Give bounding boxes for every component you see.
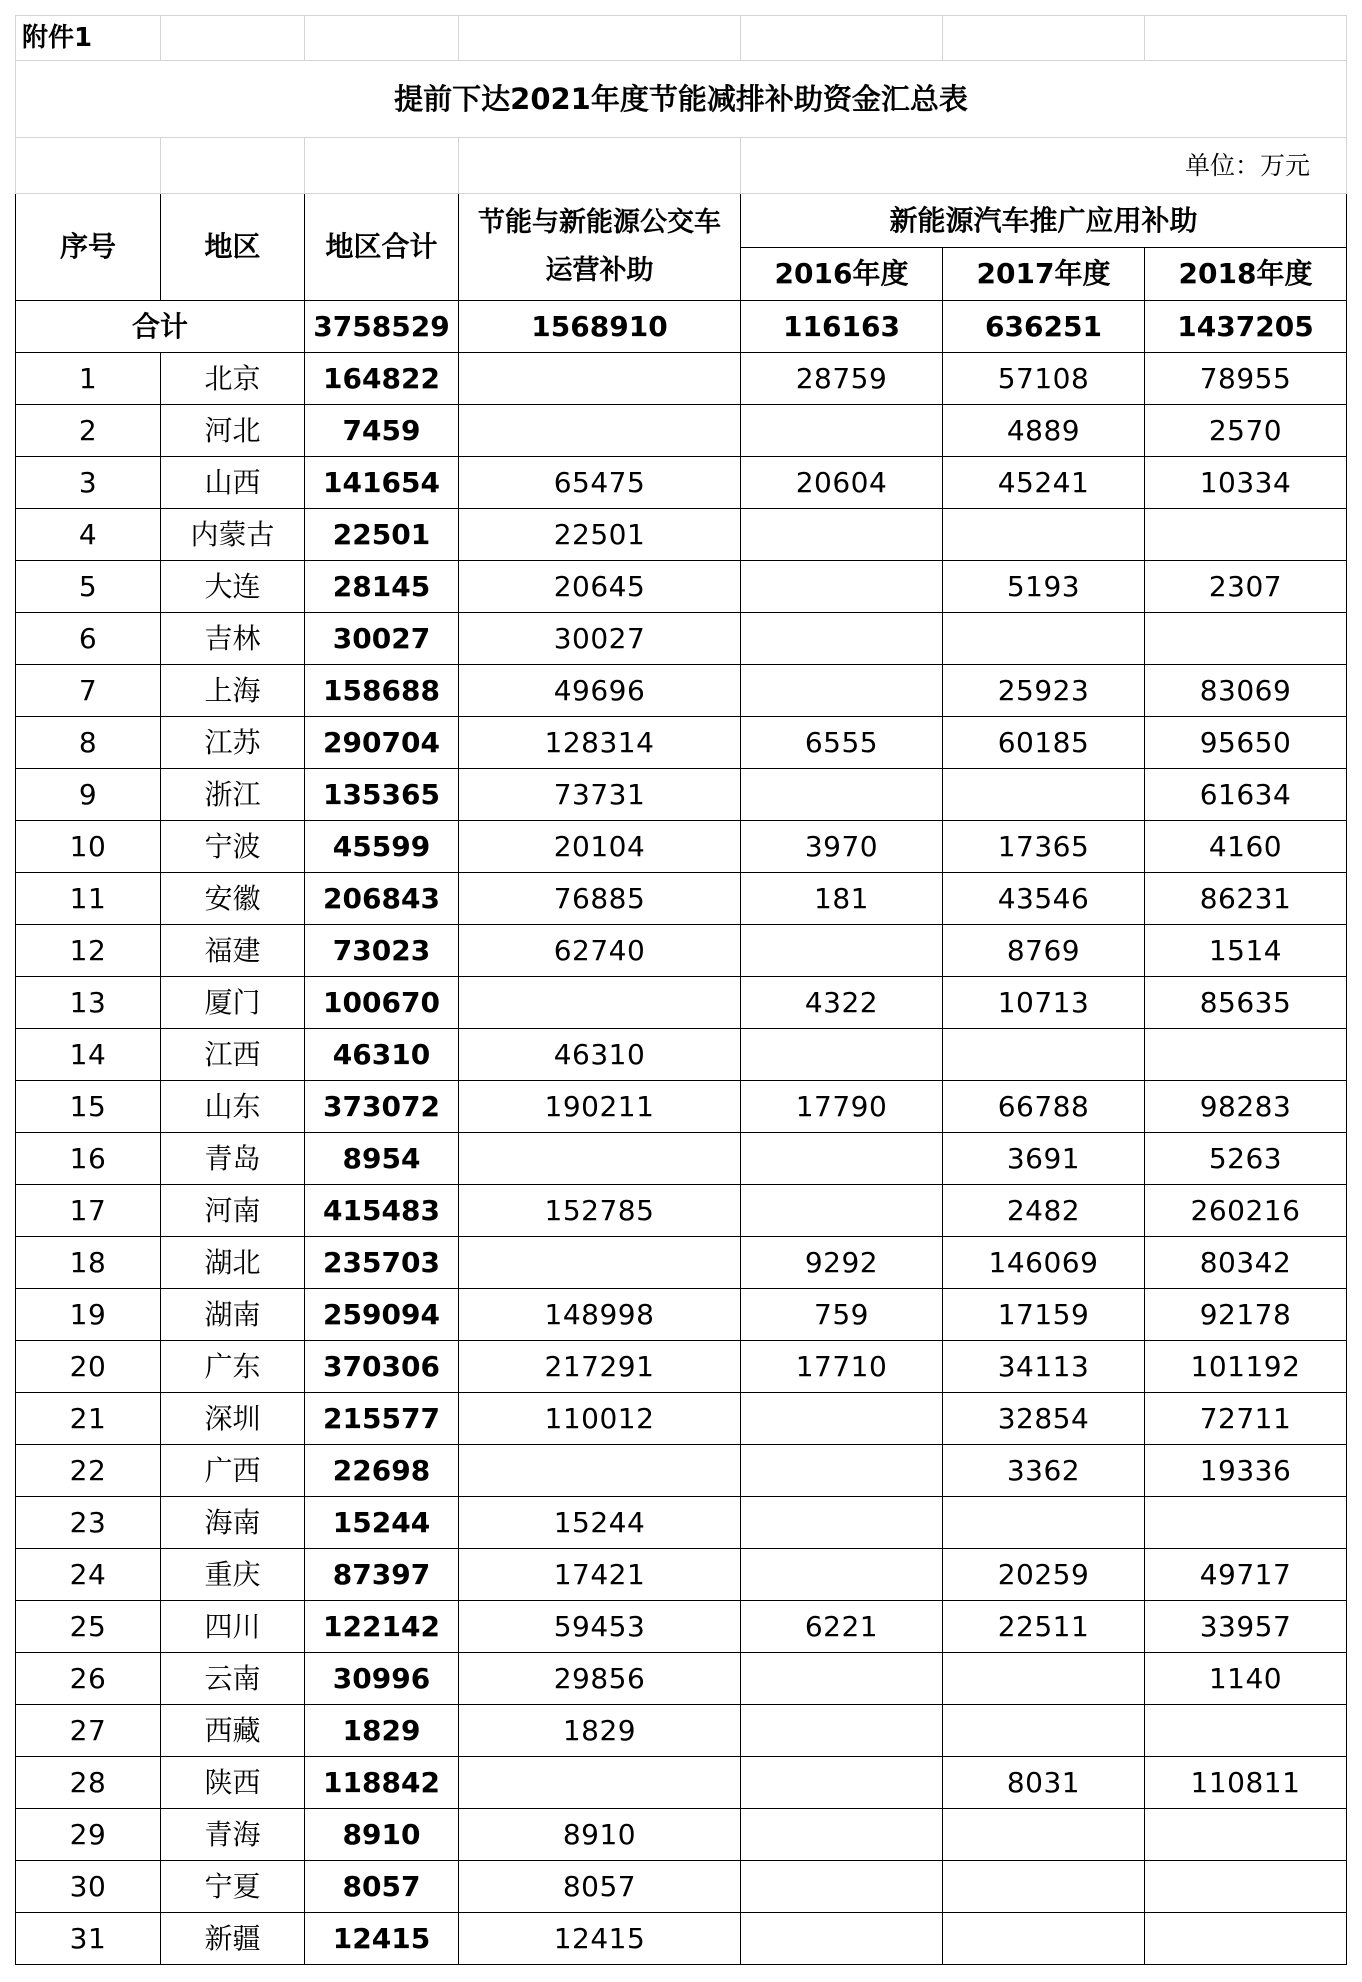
cell-region-total[interactable]: 87397 [305, 1549, 459, 1601]
unit-row [16, 138, 1347, 194]
cell-bus[interactable]: 12415 [459, 1913, 741, 1965]
cell-2017[interactable]: 8769 [943, 925, 1145, 977]
table-row [16, 665, 1347, 717]
cell-bus[interactable]: 8910 [459, 1809, 741, 1861]
table-row [16, 1237, 1347, 1289]
cell-region-total[interactable]: 135365 [305, 769, 459, 821]
cell-2018[interactable] [1145, 1705, 1347, 1757]
header-2016[interactable]: 2016年度 [741, 248, 943, 301]
title-row [16, 61, 1347, 138]
cell-2016[interactable]: 181 [741, 873, 943, 925]
cell-2016[interactable] [741, 1029, 943, 1081]
cell-2018[interactable]: 80342 [1145, 1237, 1347, 1289]
spreadsheet [15, 15, 1347, 1965]
cell-region[interactable]: 广西 [161, 1445, 305, 1497]
cell-bus[interactable] [459, 1133, 741, 1185]
cell-region-total[interactable]: 22698 [305, 1445, 459, 1497]
cell-region-total[interactable]: 235703 [305, 1237, 459, 1289]
cell-2017[interactable] [943, 769, 1145, 821]
cell-2017[interactable]: 8031 [943, 1757, 1145, 1809]
cell-bus[interactable]: 49696 [459, 665, 741, 717]
cell-2018[interactable] [1145, 1913, 1347, 1965]
table-row [16, 1445, 1347, 1497]
cell-2016[interactable] [741, 1185, 943, 1237]
cell-2016[interactable] [741, 561, 943, 613]
cell-region[interactable]: 重庆 [161, 1549, 305, 1601]
cell-bus[interactable] [459, 353, 741, 405]
cell-region-total[interactable]: 30027 [305, 613, 459, 665]
cell-2018[interactable]: 85635 [1145, 977, 1347, 1029]
cell-region[interactable]: 宁波 [161, 821, 305, 873]
table-row [16, 353, 1347, 405]
table-row [16, 457, 1347, 509]
header-bus-line2: 运营补助 [545, 255, 654, 286]
cell-2017[interactable] [943, 1861, 1145, 1913]
cell-region[interactable]: 海南 [161, 1497, 305, 1549]
cell-region-total[interactable]: 415483 [305, 1185, 459, 1237]
table-row [16, 977, 1347, 1029]
cell-region[interactable]: 浙江 [161, 769, 305, 821]
table-row [16, 509, 1347, 561]
cell-2016[interactable] [741, 1757, 943, 1809]
cell-2018[interactable] [1145, 1861, 1347, 1913]
cell-2016[interactable] [741, 1549, 943, 1601]
cell-bus[interactable]: 17421 [459, 1549, 741, 1601]
cell-region[interactable]: 河北 [161, 405, 305, 457]
cell-2016[interactable] [741, 1445, 943, 1497]
header-region-total[interactable]: 地区合计 [305, 194, 459, 301]
total-2016[interactable]: 116163 [741, 301, 943, 353]
cell-2017[interactable]: 20259 [943, 1549, 1145, 1601]
cell-seq[interactable]: 28 [16, 1757, 161, 1809]
cell-seq[interactable]: 20 [16, 1341, 161, 1393]
cell-2017[interactable]: 43546 [943, 873, 1145, 925]
cell-bus[interactable]: 217291 [459, 1341, 741, 1393]
cell-region[interactable]: 江苏 [161, 717, 305, 769]
cell-2018[interactable] [1145, 1029, 1347, 1081]
unit-label[interactable]: 单位：万元 [741, 138, 1347, 194]
cell-region-total[interactable]: 15244 [305, 1497, 459, 1549]
cell-2016[interactable] [741, 1705, 943, 1757]
cell-region-total[interactable]: 122142 [305, 1601, 459, 1653]
cell-2018[interactable]: 86231 [1145, 873, 1347, 925]
cell-2017[interactable]: 3691 [943, 1133, 1145, 1185]
cell-seq[interactable]: 15 [16, 1081, 161, 1133]
cell-2016[interactable] [741, 1861, 943, 1913]
cell-region-total[interactable]: 370306 [305, 1341, 459, 1393]
cell-2016[interactable] [741, 613, 943, 665]
cell-seq[interactable]: 12 [16, 925, 161, 977]
cell-2016[interactable]: 6221 [741, 1601, 943, 1653]
cell-2017[interactable] [943, 1029, 1145, 1081]
cell-region[interactable]: 吉林 [161, 613, 305, 665]
cell-2018[interactable] [1145, 1497, 1347, 1549]
cell-seq[interactable]: 25 [16, 1601, 161, 1653]
table-row [16, 561, 1347, 613]
cell-2017[interactable] [943, 613, 1145, 665]
header-row-1 [16, 194, 1347, 248]
cell-bus[interactable]: 46310 [459, 1029, 741, 1081]
cell-bus[interactable]: 128314 [459, 717, 741, 769]
cell-region[interactable]: 大连 [161, 561, 305, 613]
cell-2018[interactable]: 5263 [1145, 1133, 1347, 1185]
cell-2016[interactable] [741, 509, 943, 561]
cell-seq[interactable]: 4 [16, 509, 161, 561]
subsidy-summary-table [15, 15, 1347, 1965]
header-nev-group[interactable]: 新能源汽车推广应用补助 [741, 194, 1347, 248]
table-row [16, 1757, 1347, 1809]
table-row [16, 613, 1347, 665]
cell-seq[interactable]: 14 [16, 1029, 161, 1081]
cell-bus[interactable]: 62740 [459, 925, 741, 977]
cell-2017[interactable]: 34113 [943, 1341, 1145, 1393]
cell-region[interactable]: 青岛 [161, 1133, 305, 1185]
cell-2016[interactable] [741, 1653, 943, 1705]
cell-2016[interactable]: 17790 [741, 1081, 943, 1133]
attachment-label[interactable]: 附件1 [16, 16, 161, 61]
cell-seq[interactable]: 31 [16, 1913, 161, 1965]
cell-region-total[interactable]: 215577 [305, 1393, 459, 1445]
cell-region[interactable]: 山西 [161, 457, 305, 509]
cell-region-total[interactable]: 8057 [305, 1861, 459, 1913]
cell-2017[interactable]: 3362 [943, 1445, 1145, 1497]
cell-2017[interactable]: 5193 [943, 561, 1145, 613]
cell-region[interactable]: 深圳 [161, 1393, 305, 1445]
cell-region-total[interactable]: 141654 [305, 457, 459, 509]
cell-2016[interactable] [741, 925, 943, 977]
header-2018[interactable]: 2018年度 [1145, 248, 1347, 301]
cell-2017[interactable] [943, 1809, 1145, 1861]
cell-2016[interactable] [741, 1393, 943, 1445]
total-region-total[interactable]: 3758529 [305, 301, 459, 353]
cell-seq[interactable]: 2 [16, 405, 161, 457]
cell-bus[interactable]: 59453 [459, 1601, 741, 1653]
cell-seq[interactable]: 26 [16, 1653, 161, 1705]
cell-2016[interactable] [741, 1913, 943, 1965]
cell-region-total[interactable]: 164822 [305, 353, 459, 405]
cell-bus[interactable] [459, 1445, 741, 1497]
cell-bus[interactable]: 29856 [459, 1653, 741, 1705]
table-row [16, 1289, 1347, 1341]
cell-bus[interactable]: 190211 [459, 1081, 741, 1133]
cell-seq[interactable]: 7 [16, 665, 161, 717]
header-region[interactable]: 地区 [161, 194, 305, 301]
cell-2017[interactable]: 17365 [943, 821, 1145, 873]
cell-region-total[interactable]: 373072 [305, 1081, 459, 1133]
cell-region-total[interactable]: 8954 [305, 1133, 459, 1185]
cell-seq[interactable]: 22 [16, 1445, 161, 1497]
table-row [16, 1393, 1347, 1445]
cell-region[interactable]: 广东 [161, 1341, 305, 1393]
cell-region-total[interactable]: 158688 [305, 665, 459, 717]
cell-seq[interactable]: 1 [16, 353, 161, 405]
cell-2016[interactable] [741, 769, 943, 821]
cell-region[interactable]: 厦门 [161, 977, 305, 1029]
cell-region-total[interactable]: 290704 [305, 717, 459, 769]
cell-2017[interactable]: 60185 [943, 717, 1145, 769]
table-row [16, 1341, 1347, 1393]
total-label[interactable]: 合计 [16, 301, 305, 353]
cell-seq[interactable]: 5 [16, 561, 161, 613]
cell-region-total[interactable]: 28145 [305, 561, 459, 613]
cell-region-total[interactable]: 7459 [305, 405, 459, 457]
cell-seq[interactable]: 18 [16, 1237, 161, 1289]
cell-region[interactable]: 新疆 [161, 1913, 305, 1965]
cell-seq[interactable]: 11 [16, 873, 161, 925]
cell-seq[interactable]: 23 [16, 1497, 161, 1549]
cell-2018[interactable]: 10334 [1145, 457, 1347, 509]
cell-2016[interactable]: 20604 [741, 457, 943, 509]
cell-2017[interactable]: 66788 [943, 1081, 1145, 1133]
cell-bus[interactable]: 8057 [459, 1861, 741, 1913]
total-2018[interactable]: 1437205 [1145, 301, 1347, 353]
cell-seq[interactable]: 24 [16, 1549, 161, 1601]
cell-2017[interactable]: 25923 [943, 665, 1145, 717]
cell-bus[interactable]: 73731 [459, 769, 741, 821]
cell-region-total[interactable]: 100670 [305, 977, 459, 1029]
cell-2018[interactable]: 61634 [1145, 769, 1347, 821]
cell-seq[interactable]: 10 [16, 821, 161, 873]
table-row [16, 1705, 1347, 1757]
cell-bus[interactable] [459, 977, 741, 1029]
cell-bus[interactable] [459, 1757, 741, 1809]
cell-2016[interactable]: 759 [741, 1289, 943, 1341]
cell-region[interactable]: 西藏 [161, 1705, 305, 1757]
cell-2016[interactable]: 3970 [741, 821, 943, 873]
cell-2017[interactable]: 10713 [943, 977, 1145, 1029]
cell-region-total[interactable]: 8910 [305, 1809, 459, 1861]
cell-2018[interactable]: 110811 [1145, 1757, 1347, 1809]
cell-2017[interactable] [943, 1653, 1145, 1705]
cell-region[interactable]: 四川 [161, 1601, 305, 1653]
cell-seq[interactable]: 13 [16, 977, 161, 1029]
table-row [16, 717, 1347, 769]
cell-bus[interactable]: 22501 [459, 509, 741, 561]
cell-2016[interactable]: 6555 [741, 717, 943, 769]
cell-region-total[interactable]: 73023 [305, 925, 459, 977]
cell-bus[interactable] [459, 405, 741, 457]
cell-2017[interactable] [943, 1705, 1145, 1757]
cell-bus[interactable] [459, 1237, 741, 1289]
cell-bus[interactable]: 148998 [459, 1289, 741, 1341]
empty-cell[interactable] [16, 138, 161, 194]
cell-2018[interactable]: 95650 [1145, 717, 1347, 769]
cell-2016[interactable] [741, 1133, 943, 1185]
table-row [16, 1549, 1347, 1601]
cell-2018[interactable]: 92178 [1145, 1289, 1347, 1341]
cell-2016[interactable]: 17710 [741, 1341, 943, 1393]
cell-bus[interactable]: 20104 [459, 821, 741, 873]
cell-region-total[interactable]: 30996 [305, 1653, 459, 1705]
table-row [16, 1861, 1347, 1913]
table-row [16, 873, 1347, 925]
cell-region[interactable]: 云南 [161, 1653, 305, 1705]
empty-cell[interactable] [1145, 16, 1347, 61]
cell-region[interactable]: 上海 [161, 665, 305, 717]
cell-bus[interactable]: 65475 [459, 457, 741, 509]
cell-region[interactable]: 山东 [161, 1081, 305, 1133]
cell-2017[interactable] [943, 1497, 1145, 1549]
cell-2018[interactable]: 49717 [1145, 1549, 1347, 1601]
empty-cell[interactable] [305, 16, 459, 61]
header-bus-subsidy[interactable] [459, 194, 741, 301]
cell-2018[interactable] [1145, 509, 1347, 561]
table-row [16, 1133, 1347, 1185]
cell-2017[interactable] [943, 1913, 1145, 1965]
cell-2018[interactable]: 4160 [1145, 821, 1347, 873]
cell-2018[interactable]: 33957 [1145, 1601, 1347, 1653]
cell-region[interactable]: 湖南 [161, 1289, 305, 1341]
table-row [16, 1185, 1347, 1237]
cell-region-total[interactable]: 118842 [305, 1757, 459, 1809]
cell-seq[interactable]: 6 [16, 613, 161, 665]
cell-2018[interactable]: 101192 [1145, 1341, 1347, 1393]
cell-seq[interactable]: 3 [16, 457, 161, 509]
cell-2018[interactable]: 78955 [1145, 353, 1347, 405]
cell-seq[interactable]: 29 [16, 1809, 161, 1861]
cell-region[interactable]: 宁夏 [161, 1861, 305, 1913]
table-row [16, 405, 1347, 457]
cell-2018[interactable]: 83069 [1145, 665, 1347, 717]
cell-region-total[interactable]: 206843 [305, 873, 459, 925]
cell-seq[interactable]: 21 [16, 1393, 161, 1445]
cell-2018[interactable]: 98283 [1145, 1081, 1347, 1133]
empty-cell[interactable] [161, 16, 305, 61]
header-2017[interactable]: 2017年度 [943, 248, 1145, 301]
cell-2017[interactable] [943, 509, 1145, 561]
cell-region[interactable]: 湖北 [161, 1237, 305, 1289]
empty-cell[interactable] [943, 16, 1145, 61]
empty-cell[interactable] [161, 138, 305, 194]
cell-seq[interactable]: 17 [16, 1185, 161, 1237]
cell-seq[interactable]: 30 [16, 1861, 161, 1913]
cell-region-total[interactable]: 46310 [305, 1029, 459, 1081]
cell-bus[interactable]: 1829 [459, 1705, 741, 1757]
total-2017[interactable]: 636251 [943, 301, 1145, 353]
cell-bus[interactable]: 30027 [459, 613, 741, 665]
table-row [16, 925, 1347, 977]
cell-2016[interactable] [741, 405, 943, 457]
cell-bus[interactable]: 76885 [459, 873, 741, 925]
total-bus[interactable]: 1568910 [459, 301, 741, 353]
cell-seq[interactable]: 9 [16, 769, 161, 821]
cell-2016[interactable]: 28759 [741, 353, 943, 405]
cell-seq[interactable]: 8 [16, 717, 161, 769]
cell-2017[interactable]: 2482 [943, 1185, 1145, 1237]
cell-region[interactable]: 安徽 [161, 873, 305, 925]
cell-seq[interactable]: 27 [16, 1705, 161, 1757]
cell-bus[interactable]: 152785 [459, 1185, 741, 1237]
table-row [16, 821, 1347, 873]
cell-2016[interactable]: 9292 [741, 1237, 943, 1289]
cell-2016[interactable] [741, 1497, 943, 1549]
empty-cell[interactable] [741, 16, 943, 61]
cell-2017[interactable]: 22511 [943, 1601, 1145, 1653]
table-row [16, 769, 1347, 821]
cell-2017[interactable]: 146069 [943, 1237, 1145, 1289]
cell-2016[interactable] [741, 1809, 943, 1861]
cell-region-total[interactable]: 259094 [305, 1289, 459, 1341]
cell-seq[interactable]: 16 [16, 1133, 161, 1185]
cell-bus[interactable]: 110012 [459, 1393, 741, 1445]
cell-region-total[interactable]: 12415 [305, 1913, 459, 1965]
cell-2018[interactable] [1145, 1809, 1347, 1861]
cell-2016[interactable] [741, 665, 943, 717]
cell-2018[interactable]: 1514 [1145, 925, 1347, 977]
cell-region[interactable]: 江西 [161, 1029, 305, 1081]
cell-region-total[interactable]: 22501 [305, 509, 459, 561]
empty-cell[interactable] [305, 138, 459, 194]
cell-region-total[interactable]: 1829 [305, 1705, 459, 1757]
cell-region[interactable]: 青海 [161, 1809, 305, 1861]
cell-region[interactable]: 北京 [161, 353, 305, 405]
table-row [16, 1081, 1347, 1133]
cell-bus[interactable]: 15244 [459, 1497, 741, 1549]
cell-2018[interactable]: 2570 [1145, 405, 1347, 457]
cell-2018[interactable]: 260216 [1145, 1185, 1347, 1237]
cell-region[interactable]: 陕西 [161, 1757, 305, 1809]
table-row [16, 1653, 1347, 1705]
table-row [16, 1809, 1347, 1861]
total-row [16, 301, 1347, 353]
cell-2017[interactable]: 32854 [943, 1393, 1145, 1445]
cell-seq[interactable]: 19 [16, 1289, 161, 1341]
cell-2017[interactable]: 4889 [943, 405, 1145, 457]
cell-region-total[interactable]: 45599 [305, 821, 459, 873]
header-seq[interactable]: 序号 [16, 194, 161, 301]
cell-2018[interactable] [1145, 613, 1347, 665]
cell-2017[interactable]: 57108 [943, 353, 1145, 405]
cell-2018[interactable]: 72711 [1145, 1393, 1347, 1445]
cell-2018[interactable]: 1140 [1145, 1653, 1347, 1705]
cell-region[interactable]: 河南 [161, 1185, 305, 1237]
table-row [16, 1913, 1347, 1965]
header-bus-line1: 节能与新能源公交车 [478, 207, 721, 238]
attachment-row [16, 16, 1347, 61]
table-row [16, 1029, 1347, 1081]
cell-2016[interactable]: 4322 [741, 977, 943, 1029]
cell-region[interactable]: 内蒙古 [161, 509, 305, 561]
cell-2017[interactable]: 45241 [943, 457, 1145, 509]
table-row [16, 1601, 1347, 1653]
cell-2018[interactable]: 19336 [1145, 1445, 1347, 1497]
cell-bus[interactable]: 20645 [459, 561, 741, 613]
cell-2018[interactable]: 2307 [1145, 561, 1347, 613]
cell-2017[interactable]: 17159 [943, 1289, 1145, 1341]
table-title[interactable]: 提前下达2021年度节能减排补助资金汇总表 [16, 61, 1347, 138]
table-row [16, 1497, 1347, 1549]
empty-cell[interactable] [459, 16, 741, 61]
empty-cell[interactable] [459, 138, 741, 194]
cell-region[interactable]: 福建 [161, 925, 305, 977]
